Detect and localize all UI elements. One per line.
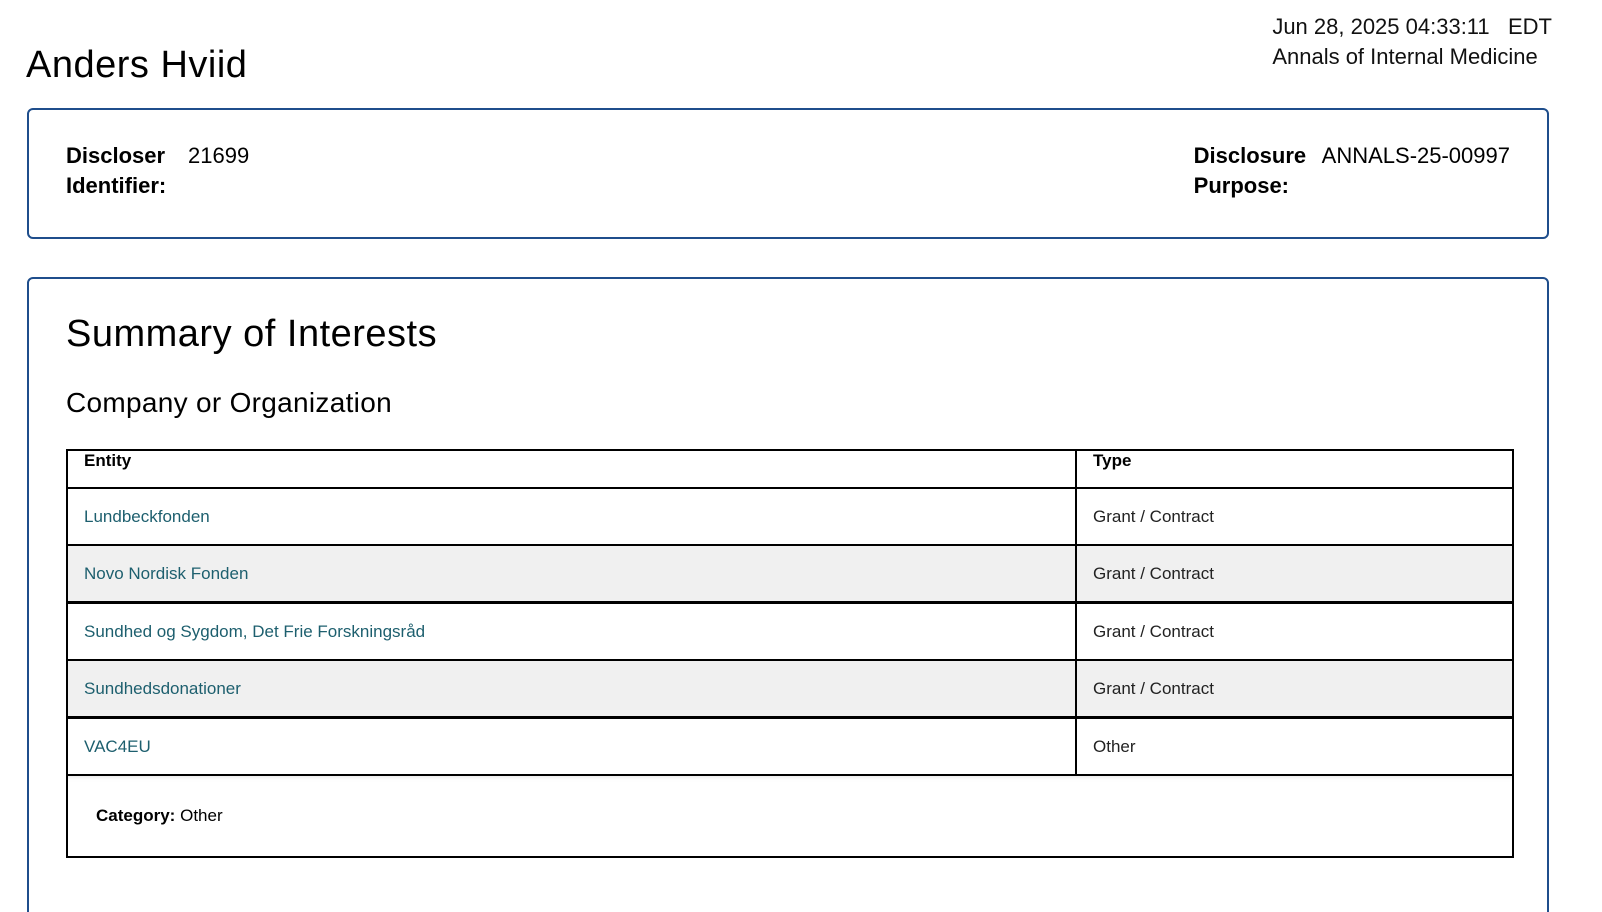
- type-cell: Other: [1076, 718, 1512, 776]
- entity-cell: [68, 488, 1076, 545]
- type-cell: Grant / Contract: [1076, 603, 1512, 661]
- disclosure-label: [1194, 141, 1322, 201]
- category-text: [96, 806, 223, 826]
- table-row: [68, 488, 1512, 545]
- info-card: [27, 108, 1549, 239]
- entity-cell: [68, 603, 1076, 661]
- column-header-entity: Entity: [68, 451, 1076, 488]
- journal-name: Annals of Internal Medicine: [1272, 44, 1538, 69]
- column-header-type: Type: [1076, 451, 1512, 488]
- type-cell: Grant / Contract: [1076, 660, 1512, 718]
- discloser-identifier: [66, 141, 249, 201]
- disclosure-label-line2: Purpose:: [1193, 173, 1290, 198]
- table-header-row: [68, 451, 1512, 488]
- entity-cell: [68, 545, 1076, 603]
- entity-link[interactable]: Novo Nordisk Fonden: [84, 563, 249, 583]
- table-row: [68, 545, 1512, 603]
- disclosure-value: ANNALS-25-00997: [1321, 143, 1510, 168]
- entity-cell: [68, 718, 1076, 776]
- entity-cell: [68, 660, 1076, 718]
- discloser-label: [66, 141, 188, 201]
- timestamp: Jun 28, 2025 04:33:11 EDT: [1272, 14, 1552, 39]
- entity-link[interactable]: VAC4EU: [84, 736, 151, 756]
- entity-link[interactable]: Sundhedsdonationer: [84, 678, 241, 698]
- entity-link[interactable]: Sundhed og Sygdom, Det Frie Forskningsråd: [84, 621, 426, 641]
- discloser-label-line2: Identifier:: [66, 173, 167, 198]
- interests-table-wrap: [66, 449, 1514, 858]
- person-name: Anders Hviid: [26, 44, 248, 86]
- discloser-label-line1: Discloser: [66, 143, 166, 168]
- category-label: Category:: [96, 806, 176, 825]
- category-value: Other: [180, 806, 223, 825]
- discloser-value: 21699: [188, 143, 250, 168]
- section-title: Company or Organization: [66, 387, 392, 418]
- category-row: [68, 776, 1512, 856]
- table-row: [68, 603, 1512, 661]
- type-cell: Grant / Contract: [1076, 488, 1512, 545]
- summary-card: [27, 277, 1549, 912]
- interests-table: [68, 451, 1512, 776]
- timestamp-block: [1272, 12, 1552, 72]
- table-row: [68, 718, 1512, 776]
- summary-title: Summary of Interests: [66, 313, 438, 355]
- disclosure-purpose: [1194, 141, 1510, 201]
- entity-link[interactable]: Lundbeckfonden: [84, 506, 210, 526]
- disclosure-label-line1: Disclosure: [1193, 143, 1307, 168]
- table-row: [68, 660, 1512, 718]
- type-cell: Grant / Contract: [1076, 545, 1512, 603]
